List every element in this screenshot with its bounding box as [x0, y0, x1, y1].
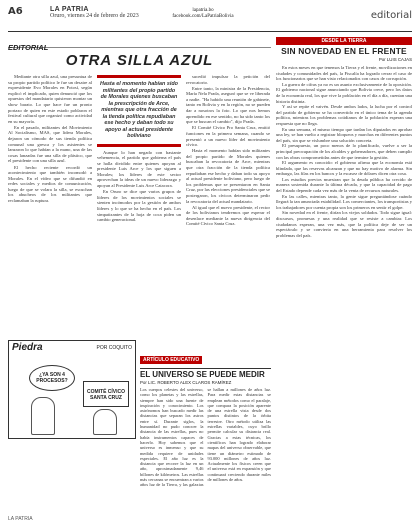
newspaper-logo: LA PATRIA — [50, 6, 89, 13]
pullquote: Hasta el momento habían sido militantes del propio partido de Morales quienes buscaban la prescripción de Arce, mientras que otra fracción de la tienda política repudiaban ese hecho y daban todo su apoyo al actual presidente boliviano — [100, 81, 178, 139]
paragraph: El Comité Cívico Pro Santa Cruz, emitió funciones en la primera semana, cuando se presentó a un nuevo líder del movimiento cívico. — [186, 125, 270, 148]
editorial-columns — [8, 74, 271, 227]
educ-body: Los cuerpos celestes del universo, como los planetas y las estrellas, siempre han sido una fuente de inspiración y conocimiento. Los astrónomos han buscado medir las distancias que separan los astros entre sí. Durante siglos, la humanidad no pudo conocer la distancia de las estrellas, pues no había instrumentos capaces de hacerlo. Hoy sabemos que el universo es inmenso y que su medida requiere de unidades especiales. El año luz es la distancia que recorre la luz en un año, aproximadamente 9,46 billones de kilómetros. Las estrellas más cercanas se encuentran a varios años luz de la Tierra, y las galaxias se hallan a millones de años luz. Para medir estas distancias se emplean métodos como el paralaje, que compara la posición aparente de una estrella vista desde dos puntos distintos de la órbita terrestre. Otro método utiliza las estrellas variables, cuyo brillo permite calcular su distancia real. Gracias a estas técnicas, los científicos han logrado elaborar mapas del universo observable, que tiene un diámetro estimado de 93.000 millones de años luz. Actualmente los físicos creen que el universo está en expansión y que continuará creciendo durante miles de millones de años. — [140, 387, 271, 488]
paragraph: Mediante otra silla azul, una presuntua de su propio partido político le fue un desaire al expresidente Evo Morales en Potosí, según explicó el implicado, quien denunció que los opuestos del mandatario quisieron montar un show barato. Lo que hace fue un pronto portazo de quien en este estado poblaron el festival cultural que organizó como actividad en su mayoría. — [8, 74, 92, 124]
paragraph: Hasta el momento habían sido militantes del propio partido de Morales quienes buscaban la revocatoria de Arce, mientras que otra fracción de la tienda política repudiaban ese hecho y daban todo su apoyo al actual presidente boliviano, pero luego de los problemas que se presentaron en Santa Cruz, por las elecciones presidenciales que se postergaron, los cívicos determinaron pedir la revocatoria del actual mandatario. — [186, 148, 270, 204]
paragraph: Sin novedad en el frente, dirían los viejos soldados. Todo sigue igual: discursos, promesas y una realidad que se resiste a cambiar. Los ciudadanos esperan, una vez más, que la política deje de ser un espectáculo y se convierta en una herramienta para resolver los problemas del país. — [276, 210, 412, 238]
cartoon — [8, 340, 136, 439]
page-footer: LA PATRIA — [8, 516, 33, 522]
paragraph: En Oruro se dice que varios grupos de líderes de los movimientos sociales se sienten incómodos por la gestión de ambos líderes y lo que se ha hecho en el país. Los simpatizantes de la hoja de coca piden un cambio generacional. — [97, 189, 181, 223]
cartoon-figure-icon — [31, 397, 55, 435]
opinion-tag: DESDE LA TIERRA — [276, 37, 412, 45]
website-link[interactable]: lapatria.bo — [192, 8, 214, 13]
paragraph: La guerra de cifras ya no es un asunto exclusivamente de la oposición. El gobierno nacional sigue anunciando que Bolivia crece, pero los datos de la economía real, los que vive la población en el día a día, cuentan una historia distinta. — [276, 81, 412, 104]
publication-info — [50, 6, 139, 20]
paragraph: sucedió impulsar la petición del revocatorio. — [186, 74, 270, 85]
pullquote-rule — [97, 144, 181, 147]
page-number: A6 — [8, 6, 23, 17]
paragraph: Al igual que el nuevo presidente, el rector de los bolivianos tendremos que esperar el desenlace mediante la nueva dirigencia del Comité Cívico Santa Cruz. — [186, 204, 270, 227]
educ-tag: ARTÍCULO EDUCATIVO — [140, 356, 202, 364]
paragraph: En una semana, el mismo tiempo que tardan los diputados en aprobar una ley, se han vuelto a registrar bloqueos y marchas en diferentes puntos del país, sin que se vislumbre una solución concreta. — [276, 126, 412, 143]
editorial-col-1 — [8, 74, 92, 227]
cartoon-header — [9, 341, 135, 356]
opinion-byline: Por LUIS CAJAS — [378, 57, 412, 62]
opinion-article — [276, 37, 412, 527]
editorial-tag: EDITORIAL — [8, 37, 271, 48]
editorial-headline: OTRA SILLA AZUL — [65, 52, 214, 69]
educational-article — [140, 348, 271, 527]
paragraph: Y así se repite el vaivén. Desde ambos lados, la lucha por el control del partido de gobierno se ha convertido en el único tema de la agenda política, mientras los problemas cotidianos de la población esperan una respuesta que no llega. — [276, 104, 412, 126]
paragraph: En el pasado, militantes del Movimiento Al Socialismo, MAS, que lidera Morales, dejaron un cómodo de sus tienda política comunal una gresca y los asistentes se lanzaron lo que habían a la mano, una de las cosas lanzadas fue una silla de plástico, que el presidente con una silla azul. — [8, 124, 92, 164]
speech-bubble: ¿YA SON 4 PROCESOS? — [29, 365, 75, 391]
paragraph: Entre tanto, la ministra de la Presidencia, María Nela Prada, aseguró que se ve liberada a nadie. "Ha habido una reunión de gabinete, tanto en Bolivia y en la región, no se pueden dar a nosotros la foto. Lo que nos hemos aprendido en ese sentido, no ha sido tanto los que se buscan el cambio", dijo Prada. — [186, 85, 270, 125]
section-name: editorial — [370, 10, 412, 21]
paragraph: El hecho reciente recordó un acontecimiento que también incomodó a Morales. En el vídeo que se difundió en redes sociales y medios de comunicación, luego de que se volara la silla, se escuchan los abucheos de los militantes que reclamaban la ruptura. — [8, 164, 92, 204]
educ-title: EL UNIVERSO SE PUEDE MEDIR — [140, 368, 271, 379]
cartoon-sign: COMITÉ CÍVICO SANTA CRUZ — [83, 381, 129, 407]
paragraph: Aunque lo han negado con bastante vehemencia, el partido que gobierna el país se halla dividido entre quienes apoyan al presidente Luis Arce y los que siguen a Morales; los líderes de este sector aprovechan la ideas de un nuevo liderazgo y apoyan al Presidente Luis Arce Catacora. — [97, 149, 181, 189]
paragraph: En estos meses en que tenemos la Tierra y el frente, movilizaciones en ciudades y comunidades del país, la Fiscalía ha logrado cerrar el caso de los funcionarios que se han visto relacionados con casos de corrupción. — [276, 65, 412, 82]
paragraph: En las calles, mientras tanto, la gente sigue preguntándose cuándo llegará la tan anunciada estabilidad. Los comerciantes, los transportistas y los trabajadores por cuenta propia son los primeros en sentir el golpe. — [276, 193, 412, 210]
paragraph: El presupuesto, un poco menos de lo planificado, vuelve a ser la principal preocupación de los alcaldes y gobernadores, que deben cumplir con las obras comprometidas antes de que termine la gestión. — [276, 143, 412, 160]
cartoon-title: Piedra — [12, 342, 43, 353]
editorial-col-3 — [186, 74, 270, 227]
paragraph: El argumento es conocido: el gobierno afirma que la economía está blindada, que las reservas alcanzan y que no hay motivo de alarma. Sin embargo, las filas en los bancos y la escasez de dólares dicen otra cosa. — [276, 160, 412, 177]
educ-byline: Por LIC. ROBERTO ALEX CLAROS RAMÍREZ — [140, 380, 232, 385]
editorial-col-2 — [97, 74, 181, 227]
masthead — [8, 6, 412, 32]
editorial-article — [8, 37, 271, 227]
cartoon-figure-icon — [93, 409, 117, 435]
paragraph: Los estudios previos muestran que la deuda pública ha crecido de manera sostenida durante la última década, y que la capacidad de pago del Estado depende cada vez más de la venta de recursos naturales. — [276, 176, 412, 194]
opinion-body — [276, 65, 412, 527]
opinion-title: SIN NOVEDAD EN EL FRENTE — [281, 46, 407, 56]
facebook-link[interactable]: facebook.com/LaPatriaBolivia — [172, 14, 234, 19]
cartoon-author: POR COQUITO — [96, 345, 132, 351]
web-info — [158, 8, 248, 20]
issue-date: Oruro, viernes 24 de febrero de 2023 — [50, 13, 139, 19]
